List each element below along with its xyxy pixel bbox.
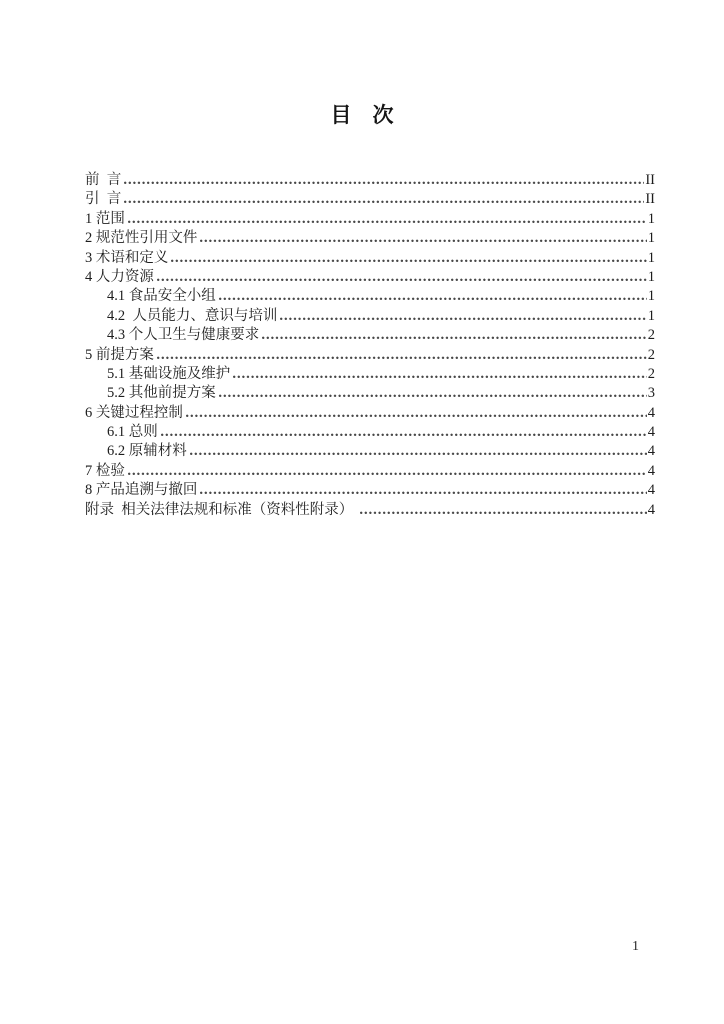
toc-entry[interactable] bbox=[85, 365, 655, 384]
toc-entry-label: 5.1 基础设施及维护 bbox=[107, 365, 231, 382]
toc-entry-page-number: 1 bbox=[647, 210, 655, 227]
toc-dotted-leader bbox=[219, 296, 647, 300]
toc-dotted-leader bbox=[200, 238, 646, 242]
toc-entry-label: 4.1 食品安全小组 bbox=[107, 288, 216, 305]
toc-entry[interactable] bbox=[85, 346, 655, 365]
toc-entry-label: 7 检验 bbox=[85, 462, 125, 479]
toc-page-title: 目 次 bbox=[330, 104, 394, 127]
toc-entry-label: 3 术语和定义 bbox=[85, 249, 169, 266]
toc-entry-page-number: 1 bbox=[647, 268, 655, 285]
toc-entry-page-number: 1 bbox=[647, 307, 655, 324]
toc-entry-label: 附录 相关法律法规和标准（资料性附录） bbox=[85, 501, 357, 518]
toc-dotted-leader bbox=[128, 219, 647, 223]
toc-dotted-leader bbox=[157, 355, 647, 359]
toc-entry-page-number: 4 bbox=[647, 462, 655, 479]
toc-entry-page-number: II bbox=[645, 191, 655, 208]
toc-entry-label: 2 规范性引用文件 bbox=[85, 230, 198, 247]
toc-entry[interactable] bbox=[85, 287, 655, 306]
toc-entry-page-number: II bbox=[645, 172, 655, 188]
toc-entry[interactable] bbox=[85, 481, 655, 500]
toc-entry-page-number: 4 bbox=[647, 482, 655, 499]
toc-entry-label: 8 产品追溯与撤回 bbox=[85, 482, 198, 499]
toc-entry-label: 6.1 总则 bbox=[107, 424, 158, 441]
toc-entry-page-number: 1 bbox=[647, 249, 655, 266]
toc-entry[interactable] bbox=[85, 384, 655, 403]
toc-entry-page-number: 2 bbox=[647, 346, 655, 363]
toc-entry[interactable] bbox=[85, 229, 655, 248]
toc-dotted-leader bbox=[233, 374, 647, 378]
toc-entry[interactable] bbox=[85, 190, 655, 209]
toc-list bbox=[85, 171, 655, 520]
toc-entry-page-number: 2 bbox=[647, 327, 655, 344]
toc-entry[interactable] bbox=[85, 307, 655, 326]
toc-entry-label: 6.2 原辅材料 bbox=[107, 443, 187, 460]
toc-entry[interactable] bbox=[85, 249, 655, 268]
toc-entry-page-number: 3 bbox=[647, 385, 655, 402]
toc-entry-label: 5.2 其他前提方案 bbox=[107, 385, 216, 402]
toc-entry[interactable] bbox=[85, 404, 655, 423]
toc-entry[interactable] bbox=[85, 462, 655, 481]
toc-dotted-leader bbox=[280, 316, 646, 320]
toc-dotted-leader bbox=[171, 258, 646, 262]
toc-dotted-leader bbox=[157, 277, 647, 281]
toc-entry-label: 4.2 人员能力、意识与培训 bbox=[107, 307, 278, 324]
toc-entry-label: 5 前提方案 bbox=[85, 346, 154, 363]
toc-entry[interactable] bbox=[85, 442, 655, 461]
toc-entry-page-number: 2 bbox=[647, 365, 655, 382]
toc-entry-page-number: 1 bbox=[647, 288, 655, 305]
toc-entry-label: 6 关键过程控制 bbox=[85, 404, 183, 421]
toc-entry-label: 1 范围 bbox=[85, 210, 125, 227]
toc-dotted-leader bbox=[124, 199, 644, 203]
toc-dotted-leader bbox=[128, 471, 647, 475]
toc-entry[interactable] bbox=[85, 171, 655, 190]
toc-dotted-leader bbox=[190, 451, 647, 455]
footer-page-number: 1 bbox=[632, 939, 639, 954]
toc-entry-page-number: 4 bbox=[647, 424, 655, 441]
toc-dotted-leader bbox=[219, 393, 647, 397]
toc-dotted-leader bbox=[360, 510, 647, 514]
toc-entry-label: 4.3 个人卫生与健康要求 bbox=[107, 327, 260, 344]
toc-dotted-leader bbox=[161, 432, 647, 436]
toc-entry-page-number: 4 bbox=[647, 443, 655, 460]
toc-dotted-leader bbox=[124, 180, 644, 184]
toc-entry-label: 引 言 bbox=[85, 191, 122, 208]
toc-dotted-leader bbox=[262, 335, 647, 339]
toc-entry-page-number: 1 bbox=[647, 230, 655, 247]
toc-entry[interactable] bbox=[85, 210, 655, 229]
toc-entry[interactable] bbox=[85, 423, 655, 442]
toc-entry-label: 前 言 bbox=[85, 172, 122, 188]
toc-entry[interactable] bbox=[85, 268, 655, 287]
toc-entry-label: 4 人力资源 bbox=[85, 268, 154, 285]
toc-dotted-leader bbox=[186, 413, 647, 417]
toc-dotted-leader bbox=[200, 490, 646, 494]
toc-entry-page-number: 4 bbox=[647, 404, 655, 421]
toc-entry[interactable] bbox=[85, 326, 655, 345]
toc-entry[interactable] bbox=[85, 501, 655, 520]
toc-entry-page-number: 4 bbox=[647, 501, 655, 518]
